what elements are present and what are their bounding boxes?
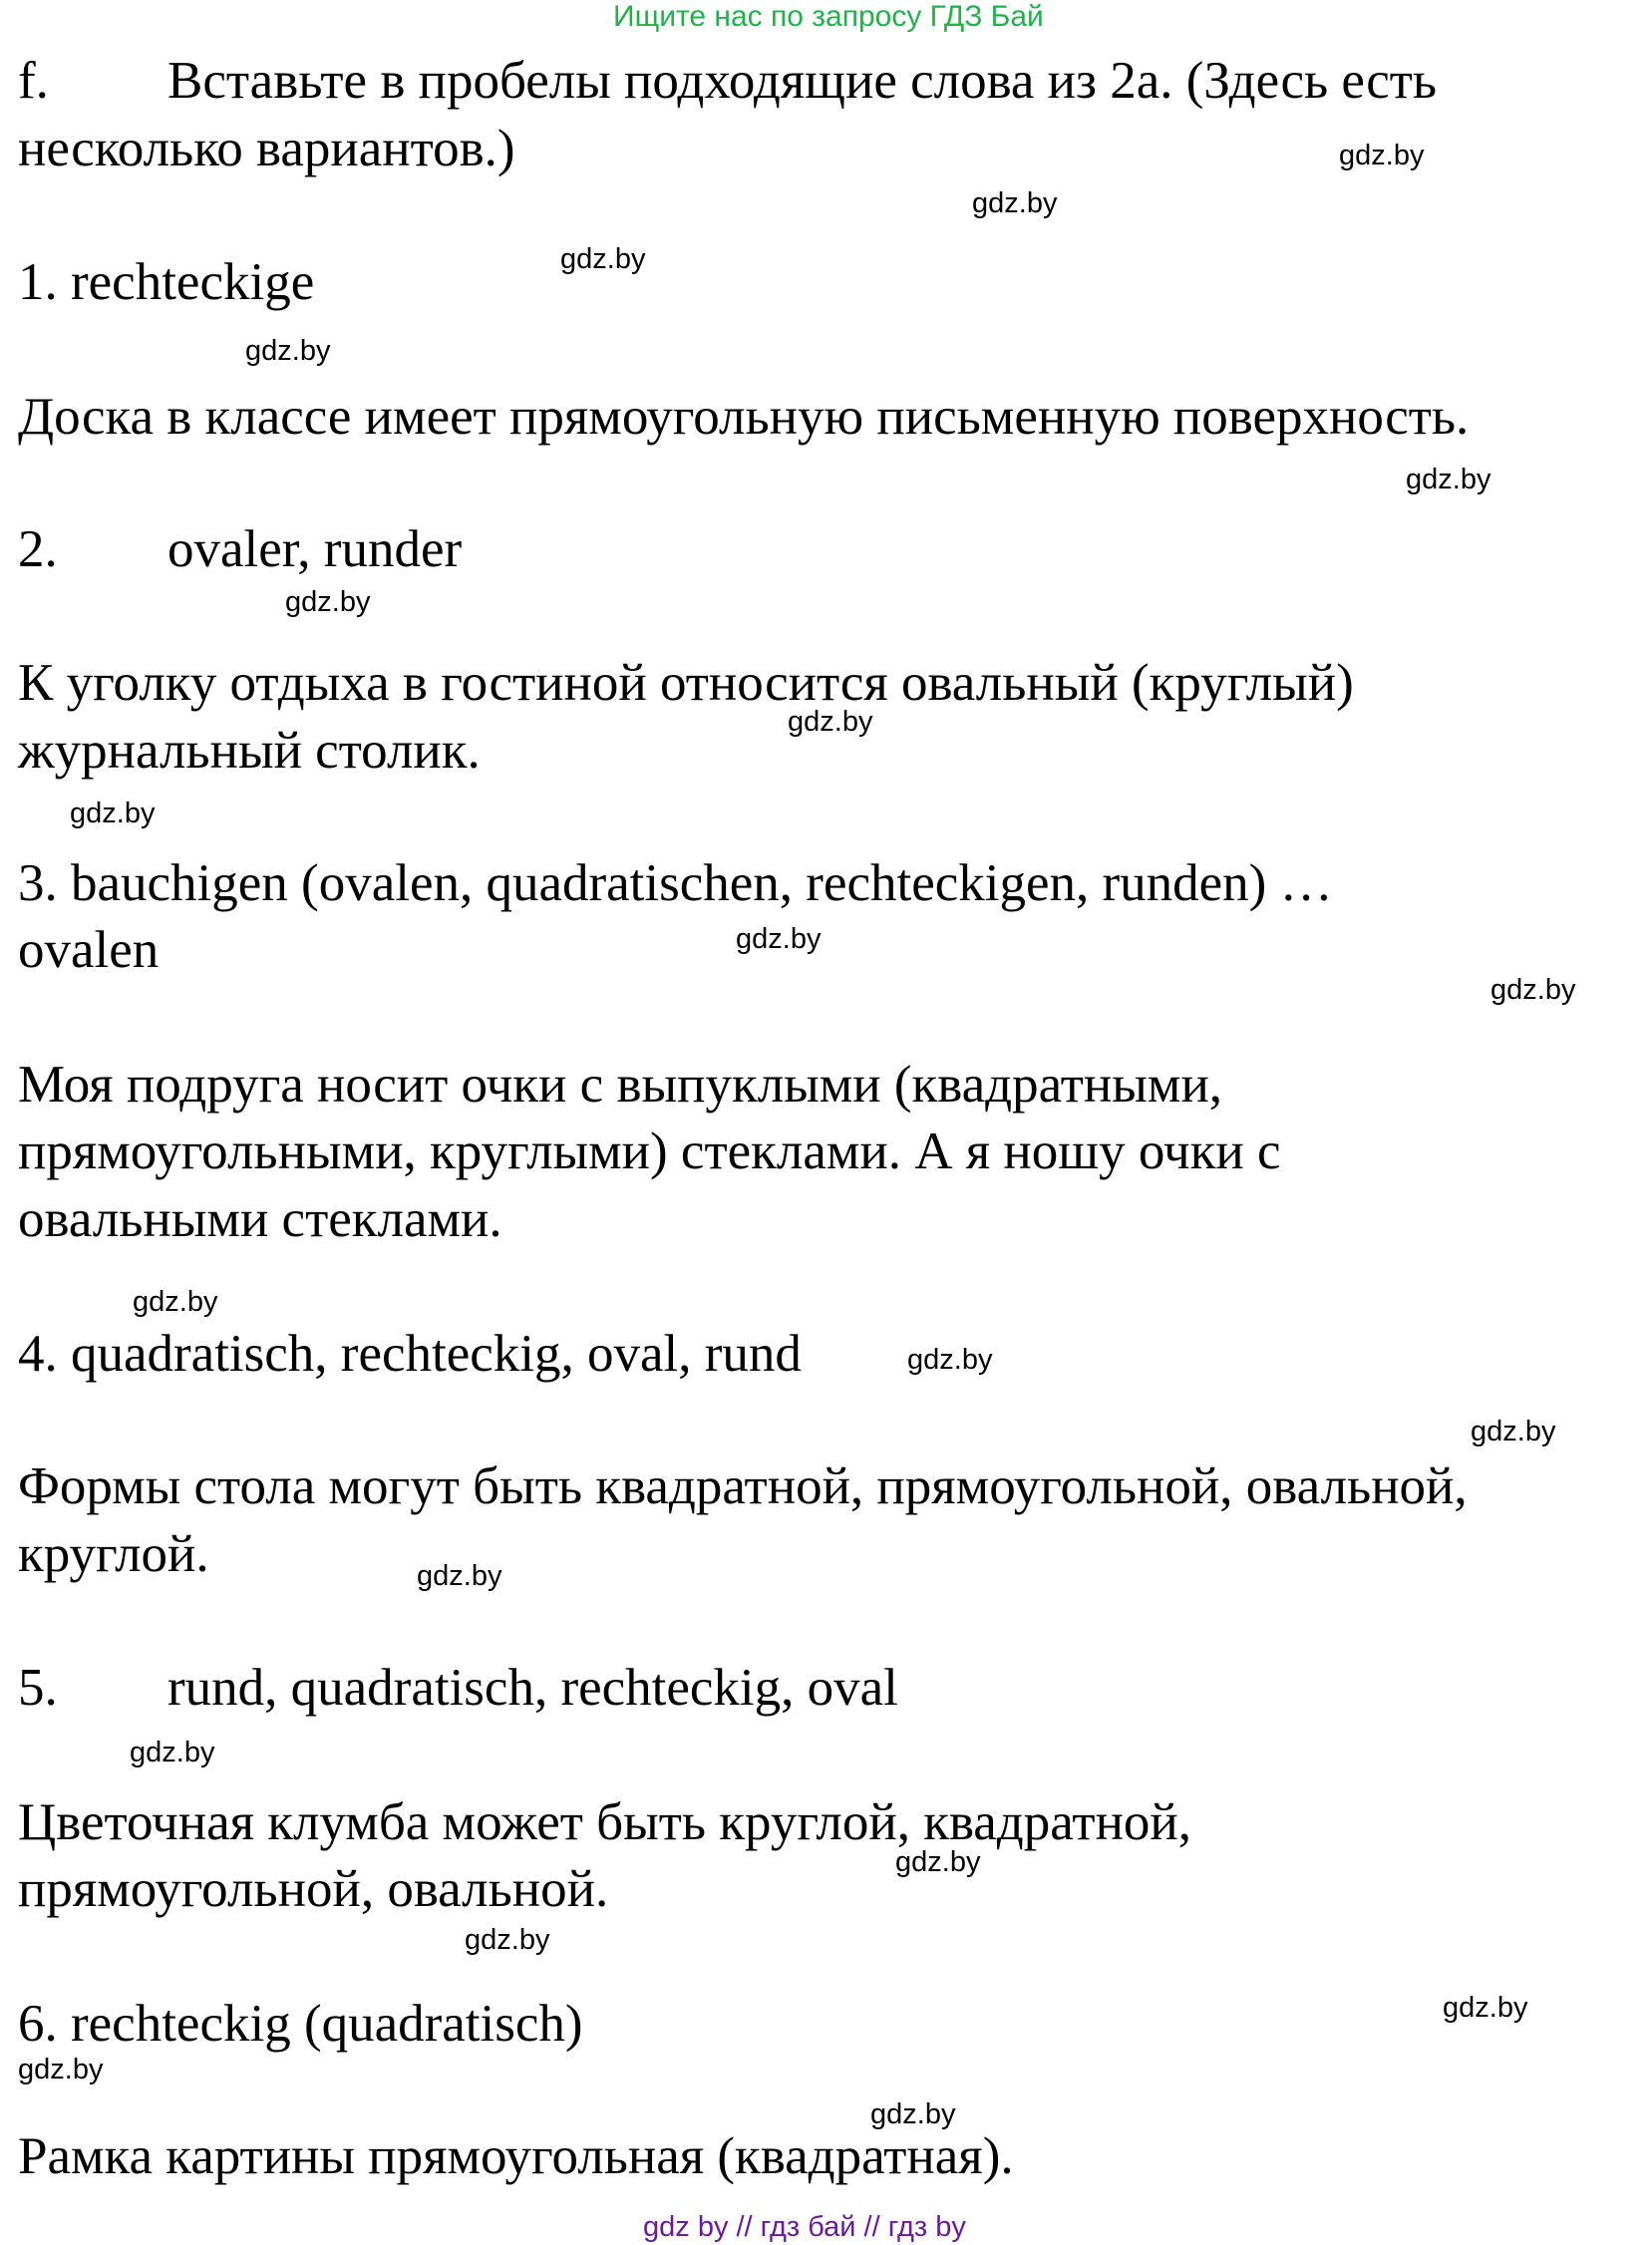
item-6-russian-line1: Рамка картины прямоугольная (квадратная). — [18, 2127, 1014, 2185]
item-3-russian-line1: Моя подруга носит очки с выпуклыми (квадратными, — [18, 1056, 1223, 1114]
watermark: gdz.by — [870, 2098, 956, 2130]
item-3-russian-line2: прямоугольными, круглыми) стеклами. А я ношу очки с — [18, 1122, 1281, 1180]
item-2-russian-line2: журнальный столик. — [18, 722, 481, 780]
watermark: gdz.by — [907, 1344, 993, 1376]
item-2-number: 2. — [18, 520, 58, 578]
watermark: gdz.by — [895, 1846, 981, 1878]
item-3-german-line1: 3. bauchigen (ovalen, quadratischen, rechteckigen, runden) … — [18, 854, 1333, 912]
watermark: gdz.by — [285, 586, 371, 618]
watermark: gdz.by — [1406, 464, 1491, 495]
watermark: gdz.by — [788, 706, 873, 738]
watermark: gdz.by — [417, 1560, 502, 1592]
top-banner[interactable]: Ищите нас по запросу ГДЗ Бай — [613, 0, 1044, 33]
item-4-russian-line2: круглой. — [18, 1525, 209, 1583]
watermark: gdz.by — [465, 1924, 550, 1956]
item-5-number: 5. — [18, 1659, 58, 1717]
item-5-german: rund, quadratisch, rechteckig, oval — [167, 1659, 898, 1717]
footer-links[interactable]: gdz by // гдз бай // гдз by — [643, 2211, 966, 2243]
watermark: gdz.by — [1339, 140, 1425, 171]
item-1-german: 1. rechteckige — [18, 253, 315, 311]
watermark: gdz.by — [560, 243, 646, 275]
watermark: gdz.by — [70, 798, 156, 829]
watermark: gdz.by — [1443, 1992, 1528, 2024]
item-5-russian-line1: Цветочная клумба может быть круглой, квадратной, — [18, 1793, 1192, 1851]
watermark: gdz.by — [130, 1737, 215, 1768]
watermark: gdz.by — [18, 2054, 104, 2085]
item-2-german: ovaler, runder — [167, 520, 463, 578]
watermark: gdz.by — [245, 335, 331, 367]
watermark: gdz.by — [972, 187, 1058, 219]
item-4-russian-line1: Формы стола могут быть квадратной, прямоугольной, овальной, — [18, 1457, 1468, 1515]
watermark: gdz.by — [1471, 1416, 1556, 1447]
item-3-german-line2: ovalen — [18, 921, 160, 979]
task-instruction-line2: несколько вариантов.) — [18, 120, 515, 177]
watermark: gdz.by — [736, 923, 822, 955]
item-3-russian-line3: овальными стеклами. — [18, 1190, 502, 1248]
item-6-german: 6. rechteckig (quadratisch) — [18, 1995, 583, 2053]
item-5-russian-line2: прямоугольной, овальной. — [18, 1860, 609, 1918]
task-letter: f. — [18, 52, 49, 110]
item-2-russian-line1: К уголку отдыха в гостиной относится овальный (круглый) — [18, 654, 1354, 712]
task-instruction-line1: Вставьте в пробелы подходящие слова из 2a. (Здесь есть — [167, 52, 1438, 110]
item-1-russian-line1: Доска в классе имеет прямоугольную письменную поверхность. — [18, 388, 1470, 446]
watermark: gdz.by — [1490, 974, 1576, 1006]
watermark: gdz.by — [133, 1286, 218, 1318]
item-4-german: 4. quadratisch, rechteckig, oval, rund — [18, 1325, 802, 1383]
